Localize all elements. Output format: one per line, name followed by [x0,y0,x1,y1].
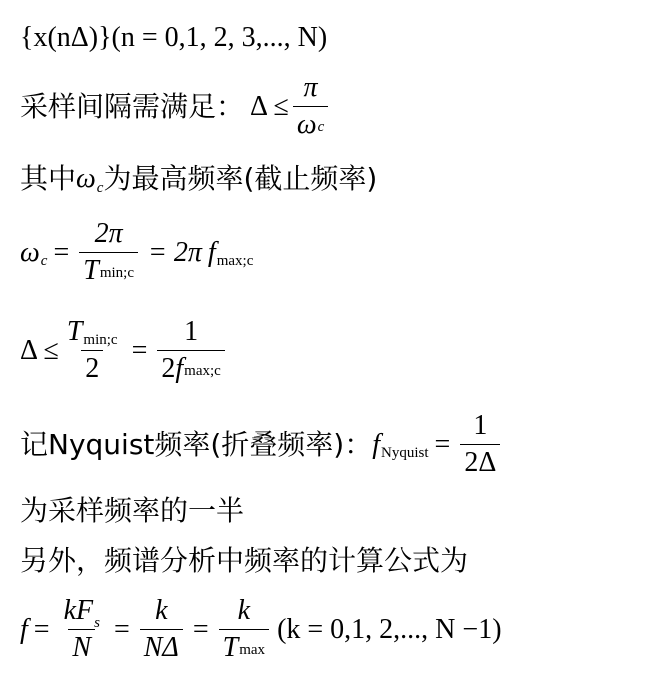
sampling-lhs: Δ ≤ [250,90,289,122]
delta-bound-equation [20,318,229,383]
equals-sign: = [434,428,451,460]
period-subscript: min;c [99,265,134,281]
fraction-kfs-n [60,597,104,662]
equals-sign: = [33,613,50,645]
half-sampling-note [20,494,245,527]
fraction-denominator [293,106,328,139]
fraction-denominator [79,252,138,285]
period-symbol: T [66,316,83,347]
delta-lhs: Δ ≤ [20,334,59,366]
omega-symbol: ω [296,109,317,140]
fraction-numerator: 1 [473,410,488,441]
fraction-k-ndelta [140,597,183,662]
fraction-numerator: 2π [94,218,123,249]
sequence-definition [20,24,327,52]
cutoff-description [20,162,378,196]
fraction-denominator: N [68,629,95,662]
frequency-symbol: f [372,428,381,460]
fraction-k-tmax [219,597,269,662]
fraction-denominator: 2 [81,350,103,383]
equals-sign: = [192,613,209,645]
half-sampling-text: 为采样频率的一半 [20,494,245,527]
kfs-term: kF [63,595,94,626]
frequency-subscript: Nyquist [381,445,429,461]
fraction-1-2delta [460,412,500,477]
omega-equation [20,220,253,285]
fraction-numerator [60,597,104,629]
omega-subscript: c [40,253,48,269]
nyquist-prefix: 记Nyquist频率(折叠频率)： [20,427,373,461]
period-subscript: max [239,642,266,658]
fraction-numerator [63,318,122,350]
equals-sign: = [131,334,148,366]
fraction-1-2fmax [157,318,224,383]
sampling-condition [20,74,332,139]
period-symbol: T [83,255,99,286]
sampling-prefix: 采样间隔需满足： [20,89,245,123]
cutoff-prefix: 其中 [20,162,77,195]
omega-symbol: ω [76,163,96,194]
period-symbol: T [222,632,239,663]
frequency-symbol: f [207,236,216,268]
fraction-numerator: π [303,72,318,103]
coefficient: 2 [161,353,176,384]
two-pi-term: = 2π [148,236,202,268]
nyquist-definition [20,412,504,477]
fraction-denominator [157,350,224,383]
spectrum-intro [20,544,469,577]
period-subscript: min;c [83,332,118,348]
fraction-denominator [219,629,269,662]
omega-subscript: c [317,119,325,135]
fraction-numerator: k [155,595,168,626]
frequency-formula [20,597,502,662]
spectrum-intro-text: 另外，频谱分析中频率的计算公式为 [20,544,469,577]
fraction-denominator: 2Δ [460,444,500,477]
equals-sign: = [53,236,70,268]
sequence-text: {x(nΔ)}(n = 0,1, 2, 3,..., N) [20,22,328,53]
frequency-subscript: max;c [184,363,221,379]
frequency-subscript: max;c [216,253,254,269]
fraction-numerator: 1 [184,316,199,347]
omega-subscript: c [96,179,104,196]
fraction-pi-omega [293,74,328,139]
frequency-symbol: f [175,353,184,384]
equals-sign: = [113,613,130,645]
index-range: (k = 0,1, 2,..., N −1) [277,613,502,645]
fraction-2pi-tmin [79,220,138,285]
sampling-subscript: s [94,615,100,631]
fraction-denominator: NΔ [140,629,183,662]
fraction-numerator: k [237,595,251,626]
fraction-tmin-2 [63,318,122,383]
omega-symbol: ω [20,236,40,268]
frequency-symbol: f [20,613,28,645]
cutoff-suffix: 为最高频率(截止频率) [103,162,378,195]
